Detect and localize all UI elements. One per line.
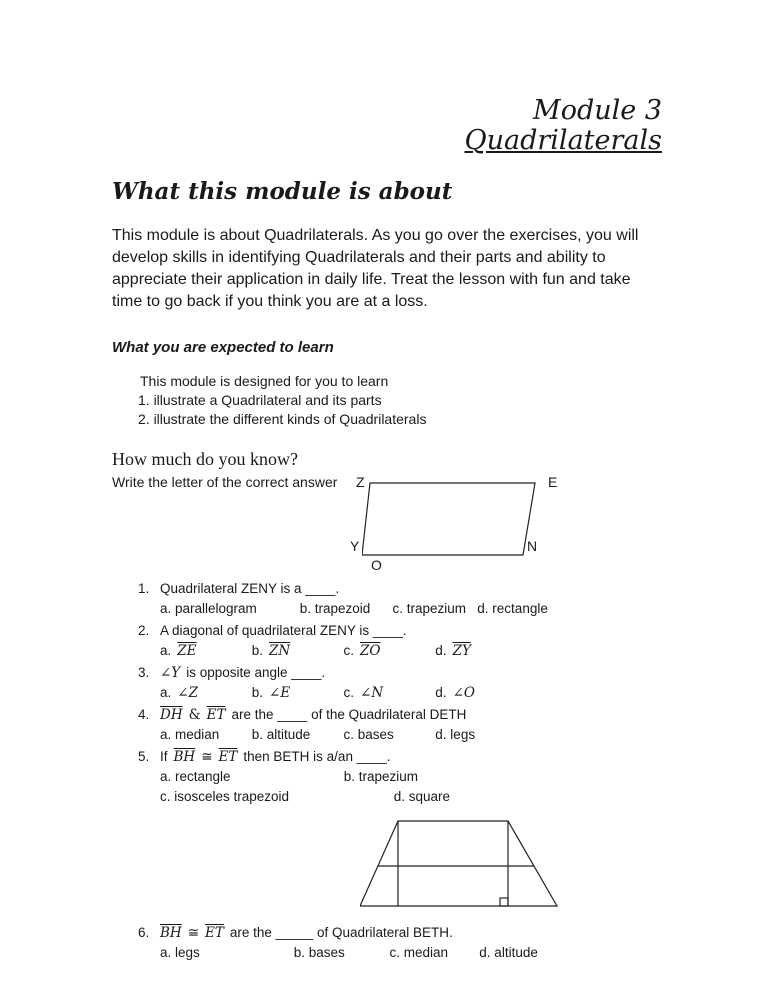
q3-option-d (435, 684, 475, 702)
segment-ze: $\overline{ZE}$ (177, 643, 197, 659)
segment-zy: $\overline{ZY}$ (452, 643, 471, 659)
segment-et3: $\overline{ET}$ (205, 925, 224, 941)
question-3-stem (160, 664, 662, 682)
trapezoid-figure (360, 818, 662, 914)
q4-option-d: d. legs (435, 727, 476, 742)
segment-zo: $\overline{ZO}$ (360, 643, 381, 659)
angle-e: ∠E (269, 685, 291, 701)
learn-block (112, 372, 662, 429)
question-1-number: 1. (138, 581, 150, 596)
question-6 (112, 924, 662, 962)
q2-letter-d: d. (435, 643, 447, 658)
right-angle-mark (500, 898, 508, 906)
module-title-block (112, 96, 662, 156)
question-4 (112, 706, 662, 744)
question-2-number: 2. (138, 623, 150, 638)
segment-et: $\overline{ET}$ (206, 707, 226, 723)
q1-option-b: b. trapezoid (299, 601, 371, 616)
question-1 (112, 580, 662, 618)
trapezoid-shape (360, 821, 557, 906)
page-content (0, 96, 768, 962)
q3-stem-text: is opposite angle ____. (186, 665, 326, 680)
angle-y: ∠Y (160, 665, 181, 681)
q2-option-c (344, 642, 432, 660)
q5-option-d: d. square (393, 789, 451, 804)
question-2-body (160, 622, 662, 660)
q3-letter-d: d. (435, 685, 447, 700)
q3-letter-c: c. (343, 685, 355, 700)
vertex-label-o: O (371, 557, 382, 573)
q1-option-c: c. trapezium (392, 601, 467, 616)
q3-option-a (160, 684, 248, 702)
parallelogram-svg (362, 482, 540, 558)
question-6-options (160, 944, 662, 962)
question-4-stem (160, 706, 662, 724)
learn-item-2: 2. illustrate the different kinds of Quadrilaterals (138, 411, 427, 427)
angle-o: ∠O (452, 685, 475, 701)
question-6-body (160, 924, 662, 962)
how-much-heading: How much do you know? (112, 449, 298, 469)
q2-option-b (252, 642, 340, 660)
about-paragraph: This module is about Quadrilaterals. As you go over the exercises, you will develop skills in identifying Quadrilaterals and their parts and ability to appreciate their application in daily life. Treat the lesson with fun and take time to go back if you think you are at a loss. (112, 227, 639, 310)
vertex-label-n: N (527, 538, 538, 554)
parallelogram-shape (362, 483, 538, 555)
vertex-label-e: E (548, 474, 558, 490)
question-3 (112, 664, 662, 702)
question-3-body (160, 664, 662, 702)
question-1-stem: Quadrilateral ZENY is a ____. (160, 581, 340, 596)
segment-et2: $\overline{ET}$ (218, 749, 238, 765)
module-subject-title: Quadrilaterals (464, 125, 662, 156)
question-4-body (160, 706, 662, 744)
q6-option-a: a. legs (160, 945, 200, 960)
question-2-options (160, 642, 662, 660)
expected-heading: What you are expected to learn (112, 339, 334, 356)
q2-letter-c: c. (343, 643, 355, 658)
q1-option-d: d. rectangle (477, 601, 548, 616)
q4-option-a: a. median (160, 727, 220, 742)
question-5-body (160, 748, 662, 806)
learn-intro: This module is designed for you to learn (140, 373, 389, 389)
module-number-title: Module 3 (533, 95, 662, 126)
know-intro: Write the letter of the correct answer (112, 474, 338, 490)
q3-option-c (344, 684, 432, 702)
question-3-options (160, 684, 662, 702)
q4-option-b: b. altitude (251, 727, 311, 742)
segment-zn: $\overline{ZN}$ (269, 643, 291, 659)
about-heading: What this module is about (112, 178, 453, 205)
q4-ampersand: & (188, 707, 201, 723)
q1-option-a: a. parallelogram (160, 601, 257, 616)
question-5-stem (160, 748, 662, 766)
question-1-options (160, 600, 662, 618)
q4-stem-text: are the ____ of the Quadrilateral DETH (231, 707, 467, 722)
question-5 (112, 748, 662, 806)
trapezoid-svg (360, 818, 565, 914)
q2-letter-b: b. (251, 643, 264, 658)
q6-option-c: c. median (389, 945, 449, 960)
q3-option-b (252, 684, 340, 702)
q2-option-d (435, 642, 471, 660)
q5-option-a: a. rectangle (160, 769, 231, 784)
q5-option-b: b. trapezium (343, 769, 419, 784)
vertex-label-y: Y (350, 538, 360, 554)
question-5-number: 5. (138, 749, 150, 764)
congruent-symbol: ≅ (201, 749, 213, 765)
q5-if-word: If (160, 749, 168, 764)
vertex-label-z: Z (356, 474, 365, 490)
question-2 (112, 622, 662, 660)
segment-bh2: $\overline{BH}$ (160, 925, 182, 941)
segment-bh: $\overline{BH}$ (173, 749, 196, 765)
question-6-stem (160, 924, 662, 942)
q5-option-c: c. isosceles trapezoid (160, 789, 290, 804)
question-1-body (160, 580, 662, 618)
q3-letter-a: a. (160, 685, 172, 700)
q3-letter-b: b. (251, 685, 264, 700)
angle-n: ∠N (360, 685, 384, 701)
q4-option-c: c. bases (343, 727, 394, 742)
q2-letter-a: a. (160, 643, 172, 658)
question-2-stem: A diagonal of quadrilateral ZENY is ____. (160, 623, 407, 638)
q5-stem-text: then BETH is a/an ____. (243, 749, 391, 764)
q6-option-d: d. altitude (479, 945, 538, 960)
angle-z: ∠Z (177, 685, 198, 701)
learn-item-1: 1. illustrate a Quadrilateral and its parts (138, 392, 382, 408)
q2-option-a (160, 642, 248, 660)
q6-stem-text: are the _____ of Quadrilateral BETH. (229, 925, 453, 940)
segment-dh: $\overline{DH}$ (160, 707, 183, 723)
question-3-number: 3. (138, 665, 150, 680)
question-5-options-row2 (160, 788, 662, 806)
congruent-symbol-2: ≅ (187, 925, 200, 941)
question-6-number: 6. (138, 925, 150, 940)
q6-option-b: b. bases (293, 945, 345, 960)
question-4-options (160, 726, 662, 744)
question-4-number: 4. (138, 707, 150, 722)
parallelogram-figure (112, 474, 662, 578)
question-5-options-row1 (160, 768, 662, 786)
